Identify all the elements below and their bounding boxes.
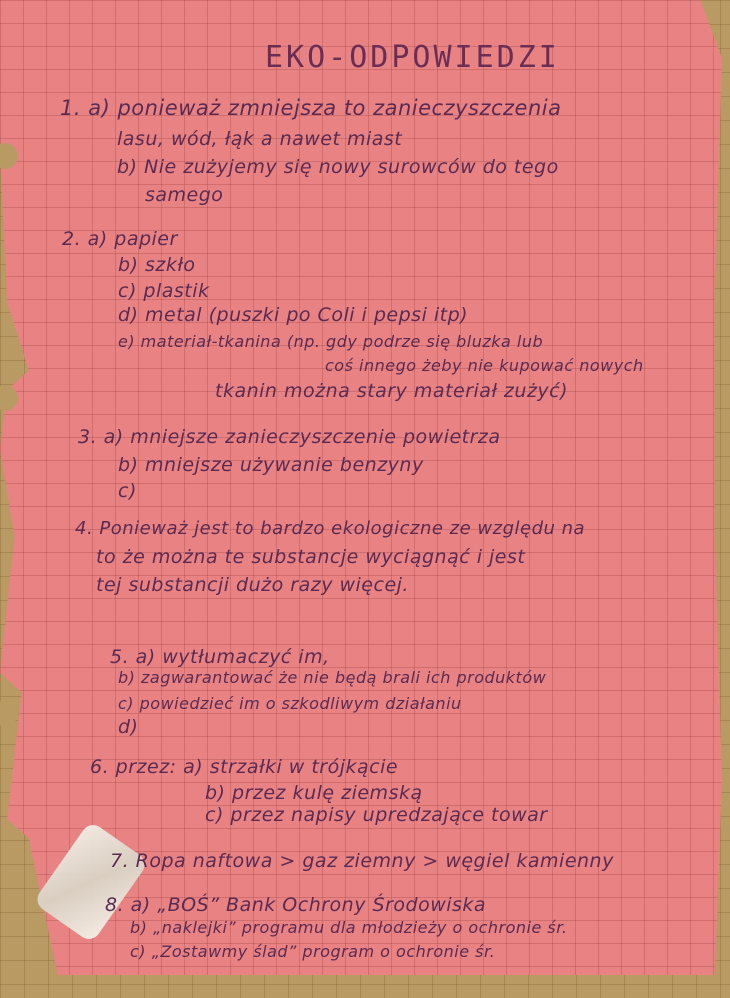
answer-line: tej substancji dużo razy więcej. [96,574,409,596]
answer-line: tkanin można stary materiał zużyć) [215,380,569,402]
answer-line: samego [145,184,224,206]
binder-hole [0,700,18,726]
answer-line: 1. a) ponieważ zmniejsza to zanieczyszczenia [60,96,562,120]
answer-line: 3. a) mniejsze zanieczyszczenie powietrza [78,426,501,448]
answer-line: c) „Zostawmy ślad” program o ochronie śr. [130,942,496,961]
answer-line: 5. a) wytłumaczyć im, [110,646,330,668]
answer-line: d) metal (puszki po Coli i pepsi itp) [118,304,469,326]
answer-line: c) plastik [118,280,210,302]
answer-line: b) zagwarantować że nie będą brali ich produktów [118,668,547,687]
answer-line: 2. a) papier [62,228,178,250]
answer-line: d) [118,716,139,738]
answer-line: b) przez kulę ziemską [205,782,423,804]
answer-line: e) materiał-tkanina (np. gdy podrze się bluzka lub [118,332,544,351]
answer-line: coś innego żeby nie kupować nowych [325,356,644,375]
answer-line: b) szkło [118,254,196,276]
answer-line: to że można te substancje wyciągnąć i jest [96,546,526,568]
answer-line: b) „naklejki” programu dla młodzieży o ochronie śr. [130,918,568,937]
answer-line: lasu, wód, łąk a nawet miast [117,128,403,150]
answer-line: b) mniejsze używanie benzyny [118,454,424,476]
answer-line: c) powiedzieć im o szkodliwym działaniu [118,694,462,713]
answer-line: 6. przez: a) strzałki w trójkącie [90,756,399,778]
page-title: EKO-ODPOWIEDZI [265,40,560,75]
answer-line: 4. Ponieważ jest to bardzo ekologiczne ze względu na [75,518,586,539]
answer-line: 8. a) „BOŚ” Bank Ochrony Środowiska [105,894,487,916]
answer-line: c) [118,480,137,502]
answer-line: c) przez napisy upredzające towar [205,804,548,826]
answer-line: b) Nie zużyjemy się nowy surowców do tego [117,156,559,178]
answer-line: 7. Ropa naftowa > gaz ziemny > węgiel kamienny [110,850,614,872]
